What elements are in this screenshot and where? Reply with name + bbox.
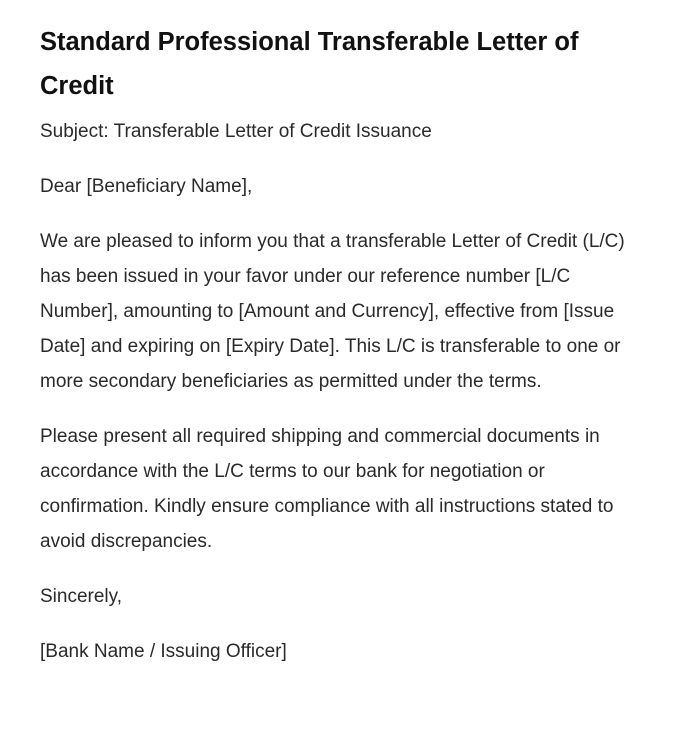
- letter-title: Standard Professional Transferable Letter of Credit: [40, 28, 579, 100]
- body-paragraph-1: We are pleased to inform you that a transferable Letter of Credit (L/C) has been issued in your favor under our reference number [L/C Number], amounting to [Amount and Currency], effective from [Issue Date] and expiring on [Expiry Date]. This L/C is transferable to one or more secondary beneficiaries as permitted under the terms.: [40, 231, 625, 392]
- signature-placeholder: [Bank Name / Issuing Officer]: [40, 641, 287, 662]
- subject-line: Subject: Transferable Letter of Credit Issuance: [40, 121, 432, 142]
- salutation: Dear [Beneficiary Name],: [40, 176, 253, 197]
- closing: Sincerely,: [40, 586, 123, 607]
- body-paragraph-2: Please present all required shipping and commercial documents in accordance with the L/C terms to our bank for negotiation or confirmation. Kindly ensure compliance with all instructions stated to avoid discrepancies.: [40, 426, 614, 552]
